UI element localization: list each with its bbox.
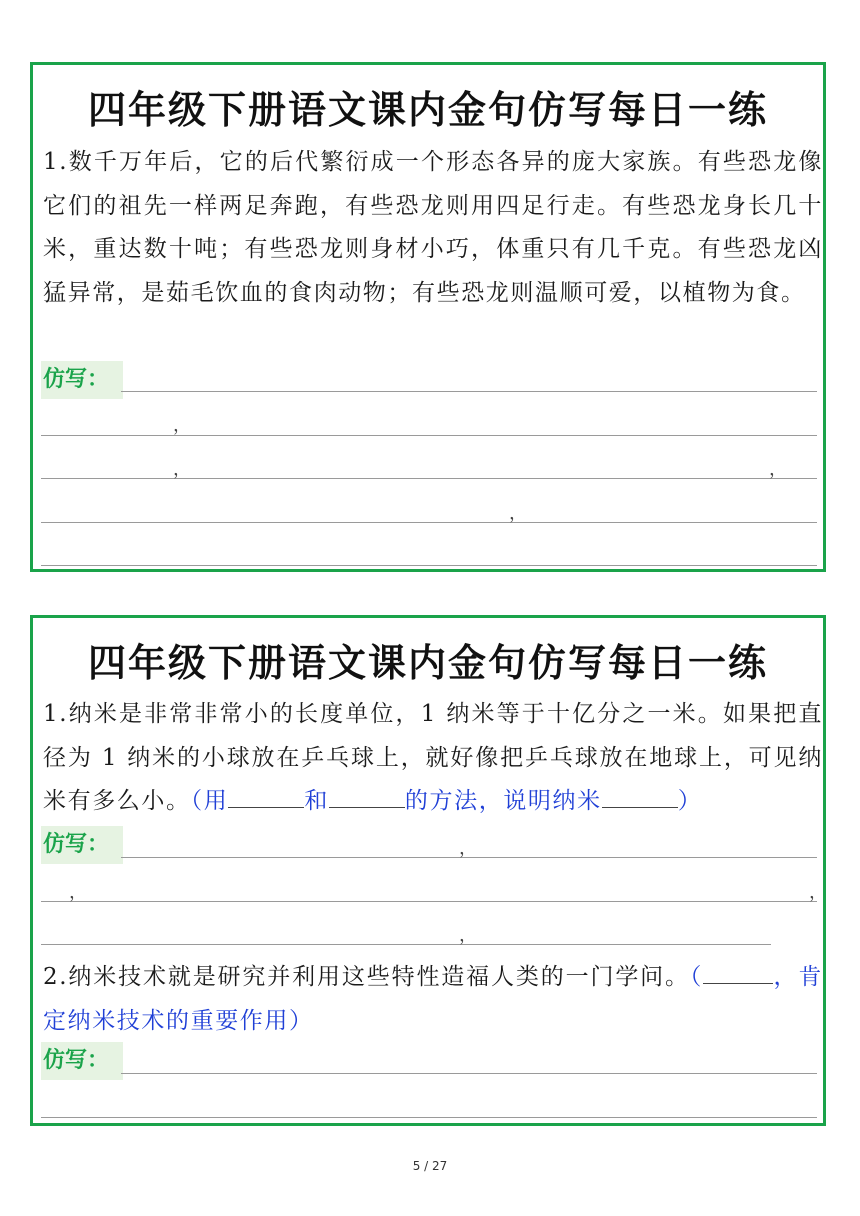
writing-line[interactable] (41, 944, 771, 945)
question-2 (43, 956, 823, 1043)
writing-line[interactable] (41, 435, 817, 436)
writing-line[interactable] (41, 565, 817, 566)
comma-mark: ， (809, 882, 827, 903)
comma-mark: ， (69, 882, 87, 903)
practice-card-2 (30, 615, 826, 1126)
card-title: 四年级下册语文课内金句仿写每日一练 (87, 88, 768, 132)
comma-mark: ， (769, 459, 787, 480)
practice-card-1 (30, 62, 826, 572)
comma-mark: ， (173, 415, 191, 436)
hint-text: （用 和 的方法，说明纳米 ） (191, 788, 703, 814)
page-number: 5 / 27 (412, 1159, 448, 1173)
question-1-text: 1.纳米是非常非常小的长度单位，1 纳米等于十亿分之一米。如果把直径为 1 纳米的小球放在乒乓球上，就好像把乒乓球放在地球上，可见纳米有多么小。 (43, 701, 823, 814)
question-1 (43, 693, 823, 824)
fill-blank[interactable] (228, 785, 304, 808)
fill-blank[interactable] (329, 785, 405, 808)
fill-blank[interactable] (602, 785, 678, 808)
comma-mark: ， (173, 459, 191, 480)
writing-line[interactable] (121, 391, 817, 392)
question-2-text: 2.纳米技术就是研究并利用这些特性造福人类的一门学问。 (43, 964, 690, 990)
practice-label: 仿写： (41, 826, 123, 864)
comma-mark: ， (509, 503, 527, 524)
practice-label: 仿写： (41, 1042, 123, 1080)
writing-line[interactable] (41, 1117, 817, 1118)
card-title: 四年级下册语文课内金句仿写每日一练 (87, 641, 768, 685)
comma-mark: ， (459, 925, 477, 946)
hint-text: （ ，肯定纳米技术的重要作用） (43, 964, 823, 1034)
comma-mark: ， (459, 838, 477, 859)
passage-text: 1.数千万年后，它的后代繁衍成一个形态各异的庞大家族。有些恐龙像它们的祖先一样两足奔跑，有些恐龙则用四足行走。有些恐龙身长几十米，重达数十吨；有些恐龙则身材小巧，体重只有几千克。有些恐龙凶猛异常，是茹毛饮血的食肉动物；有些恐龙则温顺可爱，以植物为食。 (43, 149, 823, 306)
fill-blank[interactable] (703, 961, 773, 984)
writing-line[interactable] (41, 522, 817, 523)
writing-line[interactable] (41, 901, 817, 902)
writing-line[interactable] (121, 1073, 817, 1074)
practice-label: 仿写： (41, 361, 123, 399)
writing-line[interactable] (41, 478, 817, 479)
